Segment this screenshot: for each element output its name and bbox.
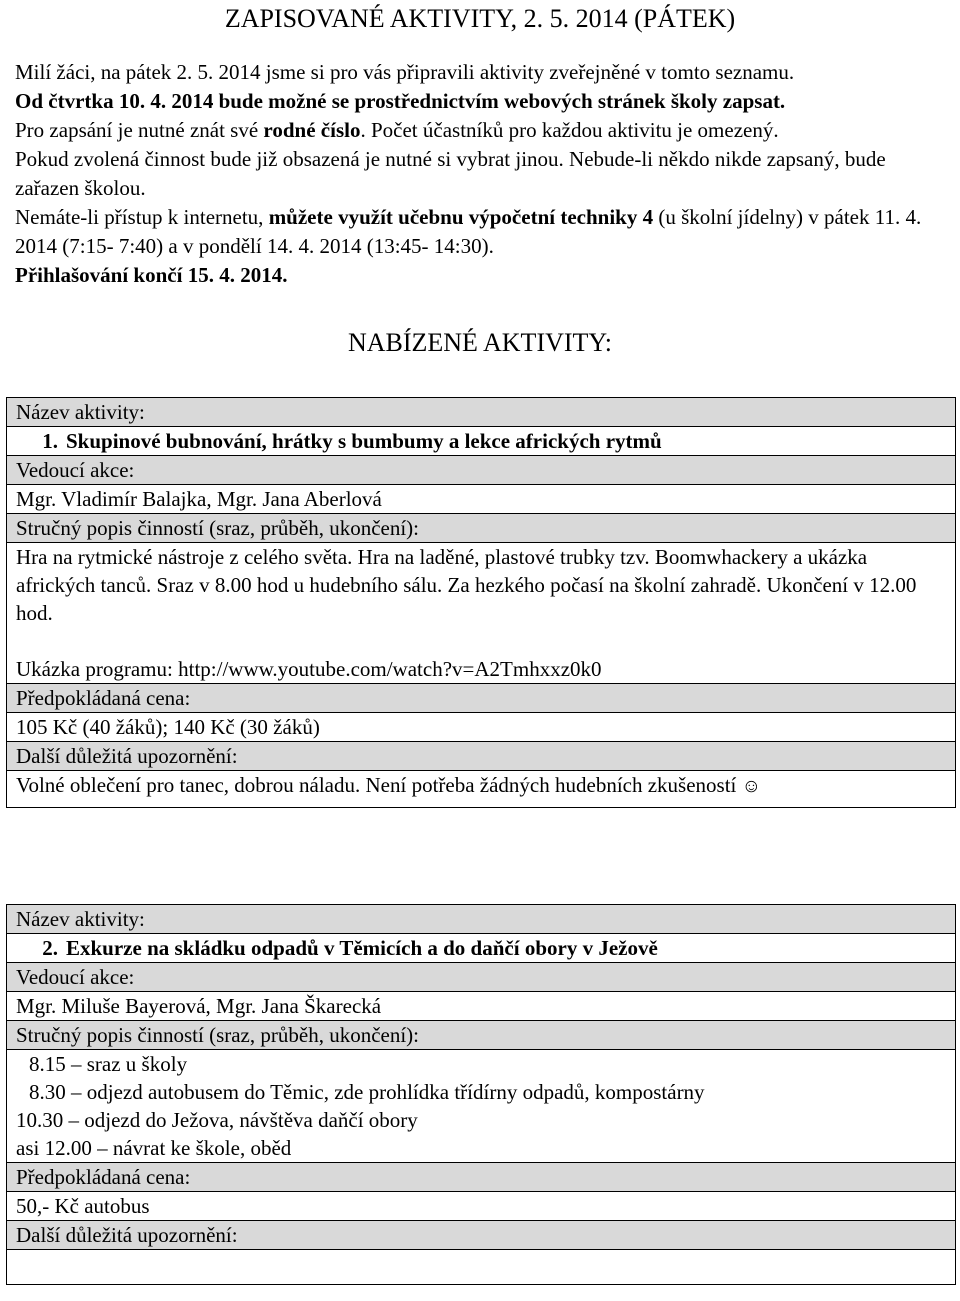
note-value: Volné oblečení pro tanec, dobrou náladu. Není potřeba žádných hudebních zkušeností ☺: [7, 771, 956, 808]
schedule-item: 8.30 – odjezd autobusem do Těmic, zde prohlídka třídírny odpadů, kompostárny: [29, 1080, 705, 1104]
activity-table-1: [6, 397, 956, 808]
description-label: Stručný popis činností (sraz, průběh, ukončení):: [7, 514, 956, 543]
price-value: 50,- Kč autobus: [7, 1192, 956, 1221]
document-title: ZAPISOVANÉ AKTIVITY, 2. 5. 2014 (PÁTEK): [224, 4, 736, 33]
section-heading: NABÍZENÉ AKTIVITY:: [347, 328, 613, 357]
price-value: 105 Kč (40 žáků); 140 Kč (30 žáků): [7, 713, 956, 742]
schedule-item: 10.30 – odjezd do Ježova, návštěva daňčí obory: [16, 1108, 418, 1132]
name-label: Název aktivity:: [7, 905, 956, 934]
description-label: Stručný popis činností (sraz, průběh, ukončení):: [7, 1021, 956, 1050]
description-value: Hra na rytmické nástroje z celého světa. Hra na laděné, plastové trubky tzv. Boomwhackery a ukázka afrických tanců. Sraz v 8.00 hod u hudebního sálu. Za hezkého počasí na školní zahradě. Ukončení v 12.00 hod. Ukázka programu: http://www.youtube.com/watch?v=A2Tmhxxz0k0: [7, 543, 956, 684]
program-link[interactable]: Ukázka programu: http://www.youtube.com/watch?v=A2Tmhxxz0k0: [16, 657, 602, 681]
intro-text: [15, 58, 950, 290]
leader-label: Vedoucí akce:: [7, 963, 956, 992]
note-value: [7, 1250, 956, 1285]
smiley-icon: ☺: [741, 776, 762, 797]
name-label: Název aktivity:: [7, 398, 956, 427]
note-label: Další důležitá upozornění:: [7, 1221, 956, 1250]
intro-line: Nemáte-li přístup k internetu, můžete využít učebnu výpočetní techniky 4 (u školní jídelny) v pátek 11. 4. 2014 (7:15- 7:40) a v pondělí 14. 4. 2014 (13:45- 14:30).: [15, 205, 922, 258]
price-label: Předpokládaná cena:: [7, 1163, 956, 1192]
intro-deadline: Přihlašování končí 15. 4. 2014.: [15, 263, 288, 287]
intro-line: Od čtvrtka 10. 4. 2014 bude možné se prostřednictvím webových stránek školy zapsat.: [15, 89, 786, 113]
activity-name: 2. Exkurze na skládku odpadů v Těmicích a do daňčí obory v Ježově: [7, 934, 956, 963]
activity-table-2: [6, 904, 956, 1285]
schedule: [7, 1050, 956, 1163]
price-label: Předpokládaná cena:: [7, 684, 956, 713]
leader-value: Mgr. Vladimír Balajka, Mgr. Jana Aberlová: [7, 485, 956, 514]
note-label: Další důležitá upozornění:: [7, 742, 956, 771]
activity-name: 1. Skupinové bubnování, hrátky s bumbumy a lekce afrických rytmů: [7, 427, 956, 456]
leader-label: Vedoucí akce:: [7, 456, 956, 485]
intro-line: Pokud zvolená činnost bude již obsazená je nutné si vybrat jinou. Nebude-li někdo nikde zapsaný, bude zařazen školou.: [15, 147, 886, 200]
leader-value: Mgr. Miluše Bayerová, Mgr. Jana Škarecká: [7, 992, 956, 1021]
schedule-item: 8.15 – sraz u školy: [29, 1052, 188, 1076]
schedule-item: asi 12.00 – návrat ke škole, oběd: [16, 1136, 292, 1160]
intro-line: Pro zapsání je nutné znát své rodné číslo. Počet účastníků pro každou aktivitu je omezený.: [15, 118, 779, 142]
intro-line: Milí žáci, na pátek 2. 5. 2014 jsme si pro vás připravili aktivity zveřejněné v tomto seznamu.: [15, 60, 795, 84]
